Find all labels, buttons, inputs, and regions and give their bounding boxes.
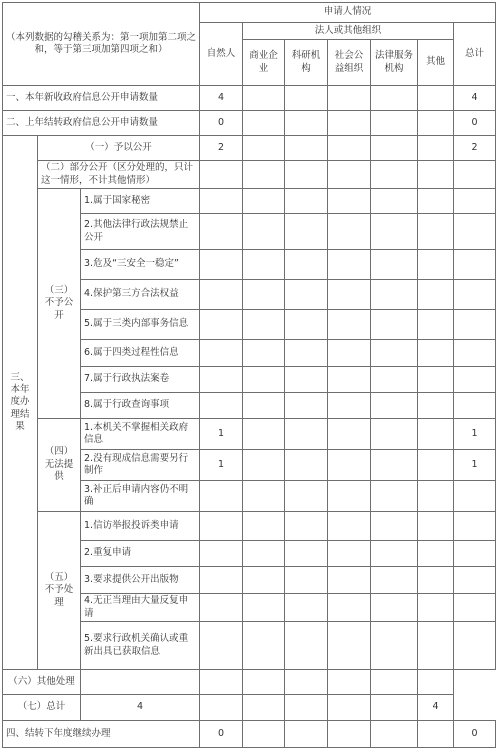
- value-cell: [200, 512, 243, 541]
- value-cell: [418, 512, 454, 541]
- value-cell: [200, 393, 243, 419]
- value-cell: [328, 280, 371, 310]
- value-cell: [200, 214, 243, 250]
- value-cell: [243, 340, 285, 367]
- header-natural-person: 自然人: [200, 23, 243, 86]
- header-legal-service: 法律服务机构: [371, 40, 418, 86]
- row-label: （六）其他处理: [3, 670, 81, 695]
- value-cell: [418, 367, 454, 393]
- value-cell: [418, 393, 454, 419]
- value-cell: [418, 670, 454, 695]
- group-label: （三）不予公开: [38, 189, 81, 419]
- value-cell: [81, 670, 200, 695]
- row-label: （一）予以公开: [38, 136, 200, 161]
- value-cell: [285, 280, 328, 310]
- value-cell: [285, 393, 328, 419]
- value-cell: [200, 161, 243, 189]
- value-cell: [371, 111, 418, 136]
- value-cell: [454, 512, 496, 541]
- value-cell: [418, 136, 454, 161]
- value-cell: [200, 695, 243, 721]
- value-cell: [328, 594, 371, 622]
- value-cell: [418, 250, 454, 280]
- value-cell: 1: [200, 419, 243, 450]
- value-cell: [243, 250, 285, 280]
- group-label: （四）无法提供: [38, 419, 81, 512]
- value-cell: [371, 214, 418, 250]
- value-cell: [328, 310, 371, 340]
- value-cell: [371, 250, 418, 280]
- value-cell: 0: [454, 111, 496, 136]
- value-cell: [371, 340, 418, 367]
- value-cell: [418, 594, 454, 622]
- value-cell: [328, 567, 371, 594]
- value-cell: 4: [454, 86, 496, 111]
- value-cell: [328, 189, 371, 214]
- value-cell: [454, 393, 496, 419]
- value-cell: [285, 450, 328, 481]
- value-cell: [200, 367, 243, 393]
- header-note: （本列数据的勾稽关系为：第一项加第二项之和，等于第三项加第四项之和）: [3, 3, 200, 86]
- value-cell: [200, 567, 243, 594]
- value-cell: [328, 450, 371, 481]
- value-cell: [328, 622, 371, 670]
- value-cell: [328, 481, 371, 512]
- value-cell: [418, 310, 454, 340]
- header-corp-group: 法人或其他组织: [243, 23, 454, 40]
- value-cell: [371, 161, 418, 189]
- value-cell: [328, 721, 371, 748]
- value-cell: [243, 111, 285, 136]
- value-cell: [371, 450, 418, 481]
- value-cell: [454, 161, 496, 189]
- item-label: 1.属于国家秘密: [81, 189, 200, 214]
- value-cell: [418, 419, 454, 450]
- value-cell: [454, 367, 496, 393]
- value-cell: [243, 419, 285, 450]
- value-cell: [285, 86, 328, 111]
- value-cell: [328, 161, 371, 189]
- value-cell: [371, 310, 418, 340]
- value-cell: [454, 340, 496, 367]
- item-label: 7.属于行政执法案卷: [81, 367, 200, 393]
- value-cell: [371, 86, 418, 111]
- row-label: （二）部分公开（区分处理的，只计这一情形，不计其他情形）: [38, 161, 200, 189]
- value-cell: [371, 695, 418, 721]
- value-cell: [418, 280, 454, 310]
- value-cell: [371, 419, 418, 450]
- item-label: 5.要求行政机关确认或重新出具已获取信息: [81, 622, 200, 670]
- value-cell: [454, 622, 496, 670]
- value-cell: [285, 481, 328, 512]
- value-cell: [200, 280, 243, 310]
- value-cell: [371, 280, 418, 310]
- value-cell: [328, 419, 371, 450]
- value-cell: 2: [200, 136, 243, 161]
- value-cell: [243, 594, 285, 622]
- value-cell: 0: [454, 721, 496, 748]
- value-cell: [371, 594, 418, 622]
- value-cell: [243, 450, 285, 481]
- item-label: 8.属于行政查询事项: [81, 393, 200, 419]
- value-cell: [371, 670, 418, 695]
- item-label: 3.危及“三安全一稳定”: [81, 250, 200, 280]
- value-cell: [243, 721, 285, 748]
- value-cell: [285, 111, 328, 136]
- value-cell: [418, 340, 454, 367]
- value-cell: [371, 541, 418, 567]
- value-cell: [454, 189, 496, 214]
- value-cell: [200, 622, 243, 670]
- row-label: 二、上年结转政府信息公开申请数量: [3, 111, 200, 136]
- row-label: 一、本年新收政府信息公开申请数量: [3, 86, 200, 111]
- item-label: 2.其他法律行政法规禁止公开: [81, 214, 200, 250]
- value-cell: [328, 695, 371, 721]
- value-cell: [243, 86, 285, 111]
- value-cell: [285, 695, 328, 721]
- value-cell: [328, 393, 371, 419]
- value-cell: 1: [454, 419, 496, 450]
- value-cell: [285, 367, 328, 393]
- group-label: （五）不予处理: [38, 512, 81, 670]
- value-cell: [328, 670, 371, 695]
- value-cell: [418, 111, 454, 136]
- value-cell: [371, 567, 418, 594]
- item-label: 4.无正当理由大量反复申请: [81, 594, 200, 622]
- value-cell: [371, 481, 418, 512]
- value-cell: [243, 161, 285, 189]
- value-cell: [328, 136, 371, 161]
- value-cell: [454, 214, 496, 250]
- item-label: 1.本机关不掌握相关政府信息: [81, 419, 200, 450]
- value-cell: [454, 594, 496, 622]
- value-cell: [285, 161, 328, 189]
- section-label: 三、本年度办理结果: [3, 136, 38, 670]
- value-cell: [418, 541, 454, 567]
- value-cell: [328, 214, 371, 250]
- value-cell: [418, 721, 454, 748]
- value-cell: [285, 594, 328, 622]
- value-cell: [243, 136, 285, 161]
- header-commercial: 商业企业: [243, 40, 285, 86]
- value-cell: [371, 622, 418, 670]
- value-cell: [454, 280, 496, 310]
- value-cell: [200, 250, 243, 280]
- value-cell: [200, 189, 243, 214]
- item-label: 2.没有现成信息需要另行制作: [81, 450, 200, 481]
- value-cell: [285, 567, 328, 594]
- value-cell: 0: [200, 111, 243, 136]
- value-cell: 4: [418, 695, 454, 721]
- value-cell: [200, 541, 243, 567]
- value-cell: [200, 481, 243, 512]
- value-cell: [328, 340, 371, 367]
- header-applicant-situation: 申请人情况: [200, 3, 496, 23]
- value-cell: [243, 310, 285, 340]
- value-cell: [418, 161, 454, 189]
- value-cell: [371, 136, 418, 161]
- row-label: 四、结转下年度继续办理: [3, 721, 200, 748]
- value-cell: [243, 393, 285, 419]
- value-cell: [243, 670, 285, 695]
- value-cell: [328, 541, 371, 567]
- value-cell: [285, 136, 328, 161]
- item-label: 4.保护第三方合法权益: [81, 280, 200, 310]
- value-cell: [454, 310, 496, 340]
- value-cell: [243, 481, 285, 512]
- value-cell: [200, 310, 243, 340]
- value-cell: [371, 189, 418, 214]
- value-cell: [418, 189, 454, 214]
- value-cell: [285, 214, 328, 250]
- value-cell: [243, 214, 285, 250]
- value-cell: [285, 541, 328, 567]
- value-cell: [285, 622, 328, 670]
- value-cell: [454, 541, 496, 567]
- value-cell: [243, 189, 285, 214]
- item-label: 6.属于四类过程性信息: [81, 340, 200, 367]
- value-cell: 4: [200, 86, 243, 111]
- value-cell: [371, 721, 418, 748]
- header-total: 总计: [454, 23, 496, 86]
- value-cell: [243, 280, 285, 310]
- value-cell: 4: [81, 695, 200, 721]
- value-cell: [371, 393, 418, 419]
- value-cell: [418, 86, 454, 111]
- row-label: （七）总计: [3, 695, 81, 721]
- value-cell: [418, 450, 454, 481]
- value-cell: [371, 367, 418, 393]
- value-cell: [243, 367, 285, 393]
- value-cell: [285, 419, 328, 450]
- value-cell: [418, 567, 454, 594]
- value-cell: 1: [200, 450, 243, 481]
- disclosure-statistics-table: [2, 2, 496, 748]
- value-cell: [200, 340, 243, 367]
- value-cell: [328, 512, 371, 541]
- value-cell: [285, 250, 328, 280]
- value-cell: [285, 512, 328, 541]
- value-cell: [454, 481, 496, 512]
- value-cell: [200, 594, 243, 622]
- header-public-welfare: 社会公益组织: [328, 40, 371, 86]
- item-label: 3.补正后申请内容仍不明确: [81, 481, 200, 512]
- value-cell: [285, 340, 328, 367]
- value-cell: [328, 367, 371, 393]
- value-cell: [243, 541, 285, 567]
- value-cell: [285, 670, 328, 695]
- value-cell: [371, 512, 418, 541]
- value-cell: [454, 567, 496, 594]
- value-cell: 0: [200, 721, 243, 748]
- value-cell: [328, 111, 371, 136]
- item-label: 5.属于三类内部事务信息: [81, 310, 200, 340]
- item-label: 2.重复申请: [81, 541, 200, 567]
- value-cell: [243, 695, 285, 721]
- value-cell: [285, 189, 328, 214]
- item-label: 1.信访举报投诉类申请: [81, 512, 200, 541]
- value-cell: [285, 721, 328, 748]
- header-other: 其他: [418, 40, 454, 86]
- value-cell: 2: [454, 136, 496, 161]
- value-cell: [418, 622, 454, 670]
- value-cell: 1: [454, 450, 496, 481]
- value-cell: [285, 310, 328, 340]
- value-cell: [454, 250, 496, 280]
- value-cell: [418, 214, 454, 250]
- header-research: 科研机构: [285, 40, 328, 86]
- value-cell: [243, 512, 285, 541]
- value-cell: [243, 622, 285, 670]
- value-cell: [418, 481, 454, 512]
- value-cell: [328, 250, 371, 280]
- value-cell: [200, 670, 243, 695]
- item-label: 3.要求提供公开出版物: [81, 567, 200, 594]
- value-cell: [243, 567, 285, 594]
- value-cell: [328, 86, 371, 111]
